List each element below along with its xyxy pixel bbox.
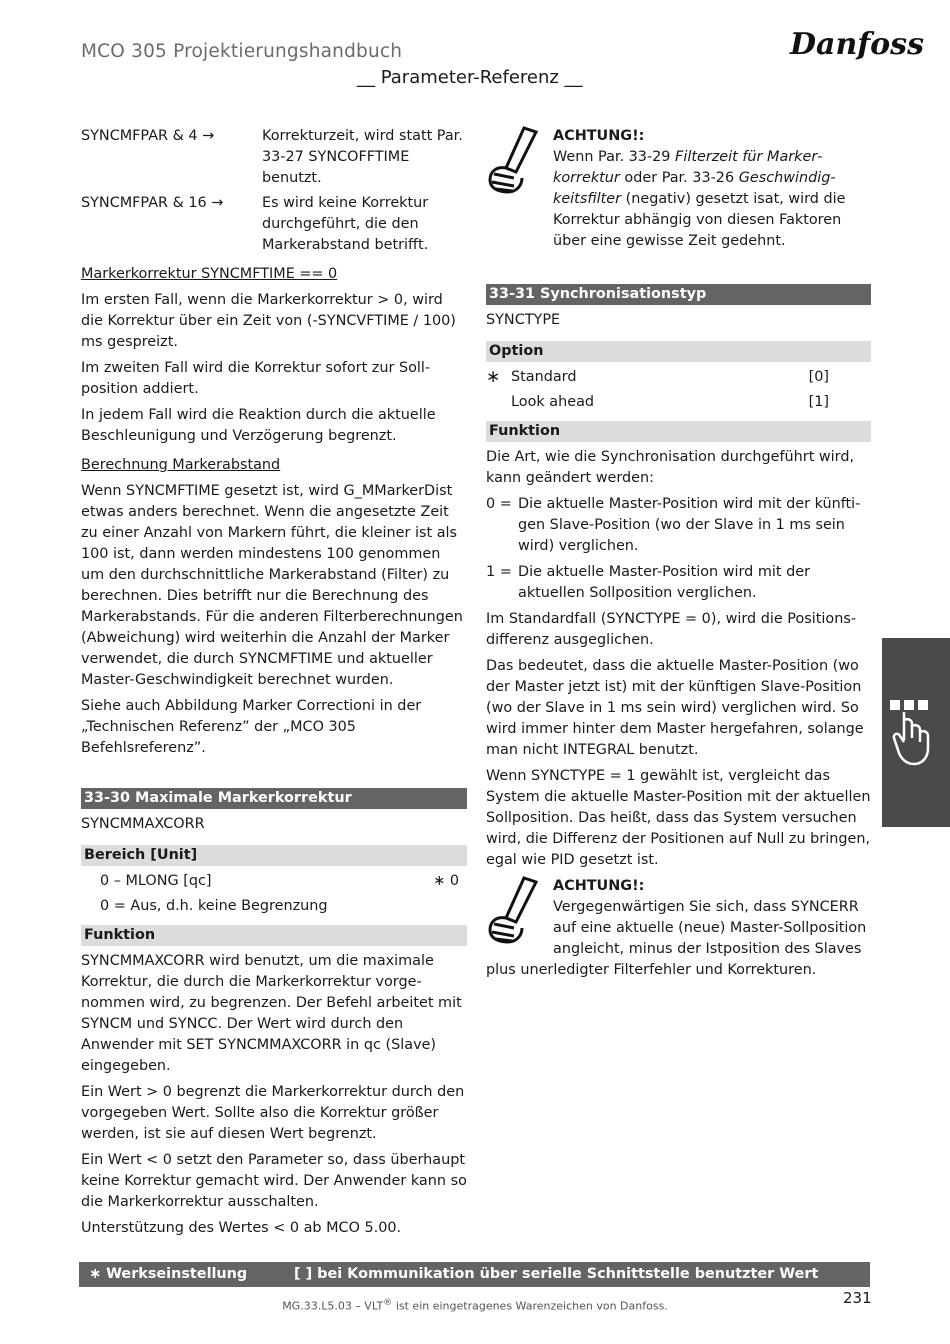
range-note-row bbox=[81, 896, 467, 917]
subheading-berechnung: Berechnung Markerabstand bbox=[81, 457, 281, 473]
hand-pointing-icon bbox=[890, 698, 934, 768]
paragraph: Im zweiten Fall wird die Korrektur sofort zur Sollposition addiert. bbox=[81, 360, 431, 397]
paragraph: Die Art, wie die Synchronisation durchgeführt wird, kann geändert werden: bbox=[486, 449, 855, 486]
note-heading: ACHTUNG!: bbox=[553, 878, 645, 894]
default-star bbox=[486, 392, 511, 413]
attention-note-2 bbox=[486, 876, 871, 981]
paragraph: In jedem Fall wird die Reaktion durch die aktuelle Beschleunigung und Verzögerung begrenzt. bbox=[81, 407, 436, 444]
page-number: 231 bbox=[843, 1289, 872, 1307]
option-label: Look ahead bbox=[511, 394, 595, 410]
param-title-33-30: 33-30 Maximale Markerkorrektur bbox=[81, 788, 467, 809]
option-label: Standard bbox=[511, 369, 577, 385]
note-text: Vergegenwärtigen Sie sich, dass SYNCERR auf eine aktuelle (neue) Master-Sollposition angleicht, minus der Istposition des Slaves bbox=[553, 899, 867, 957]
option-value: [0] bbox=[808, 369, 829, 385]
row-value: Korrekturzeit, wird statt Par. 33-27 SYNCOFFTIME benutzt. bbox=[262, 128, 463, 186]
param-code: SYNCTYPE bbox=[486, 312, 561, 328]
list-number: 1 = bbox=[486, 564, 512, 580]
right-column bbox=[486, 126, 871, 986]
pointing-hand-icon bbox=[486, 876, 541, 946]
legend-default: ∗ Werkseinstellung bbox=[89, 1266, 248, 1282]
paragraph: SYNCMMAXCORR wird benutzt, um die maximale Korrektur, die durch die Markerkorrektur vorgenommen wird, zu begrenzen. Der Befehl arbeitet mit SYNCM und SYNCC. Der Wert wird durch den Anwender mit SET SYNCMMAXCORR in qc (Slave) eingegeben. bbox=[81, 953, 462, 1074]
syncmfpar-16-row bbox=[81, 193, 467, 256]
paragraph: Das bedeutet, dass die aktuelle Master-Position (wo der Master jetzt ist) mit der künftigen Slave-Position (wo der Slave in 1 ms sein wird) verglichen wird. So wird immer hinter dem Master hergefahren, solange man nicht INTEGRAL benutzt. bbox=[486, 658, 864, 758]
option-value: [1] bbox=[808, 394, 829, 410]
subheading-markerkorrektur: Markerkorrektur SYNCMFTIME == 0 bbox=[81, 266, 338, 282]
default-value: ∗ 0 bbox=[433, 873, 459, 889]
section-title: __ Parameter-Referenz __ bbox=[357, 67, 583, 88]
list-text: Die aktuelle Master-Position wird mit der aktuellen Sollposition verglichen. bbox=[518, 564, 810, 601]
danfoss-logo bbox=[786, 22, 924, 64]
function-heading: Funktion bbox=[486, 421, 871, 442]
function-heading: Funktion bbox=[81, 925, 467, 946]
paragraph: Siehe auch Abbildung Marker Correctioni in der „Technischen Referenz” der „MCO 305 Befehlsreferenz”. bbox=[81, 698, 422, 756]
range-heading: Bereich [Unit] bbox=[81, 845, 467, 866]
param-title-33-31: 33-31 Synchronisationstyp bbox=[486, 284, 871, 305]
note-text: Wenn Par. 33-29 Filterzeit für Markerkorrektur oder Par. 33-26 Geschwindigkeitsfilter (negativ) gesetzt isat, wird die Korrektur abhängig von diesen Faktoren über eine gewisse Zeit gedehnt. bbox=[553, 149, 846, 249]
syncmfpar-4-row bbox=[81, 126, 467, 189]
list-item bbox=[486, 562, 871, 604]
option-heading: Option bbox=[486, 341, 871, 362]
pointing-hand-icon bbox=[486, 126, 541, 196]
paragraph: Im Standardfall (SYNCTYPE = 0), wird die Positionsdifferenz ausgeglichen. bbox=[486, 611, 857, 648]
list-number: 0 = bbox=[486, 496, 512, 512]
chapter-side-tab bbox=[882, 638, 950, 827]
row-value: Es wird keine Korrektur durchgeführt, die den Markerabstand betrifft. bbox=[262, 195, 429, 253]
list-text: Die aktuelle Master-Position wird mit der künftigen Slave-Position (wo der Slave in 1 ms sein wird) verglichen. bbox=[518, 496, 861, 554]
paragraph: Ein Wert > 0 begrenzt die Markerkorrektur durch den vorgegeben Wert. Sollte also die Korrektur größer werden, ist sie auf diesen Wert begrenzt. bbox=[81, 1084, 465, 1142]
paragraph: Wenn SYNCTYPE = 1 gewählt ist, vergleicht das System die aktuelle Master-Position mit der aktuellen Sollposition. Das heißt, dass das System versuchen wird, die Differenz der Positionen auf Null zu bringen, egal wie PID gesetzt ist. bbox=[486, 768, 871, 868]
footnote: MG.33.L5.03 – VLT® ist ein eingetragenes Warenzeichen von Danfoss. bbox=[282, 1297, 668, 1313]
note-text-tail: plus unerledigter Filterfehler und Korrekturen. bbox=[486, 962, 817, 978]
paragraph: Ein Wert < 0 setzt den Parameter so, dass überhaupt keine Korrektur gemacht wird. Der Anwender kann so die Markerkorrektur ausschalten. bbox=[81, 1152, 467, 1210]
manual-title: MCO 305 Projektierungshandbuch bbox=[81, 41, 403, 62]
paragraph: Im ersten Fall, wenn die Markerkorrektur > 0, wird die Korrektur über ein Zeit von (-SYNCVFTIME / 100) ms gespreizt. bbox=[81, 292, 456, 350]
paragraph: Unterstützung des Wertes < 0 ab MCO 5.00. bbox=[81, 1220, 402, 1236]
paragraph: Wenn SYNCMFTIME gesetzt ist, wird G_MMarkerDist etwas anders berechnet. Wenn die angesetzte Zeit zu einer Anzahl von Markern führt, die kleiner ist als 100 ist, dann werden mindestens 100 genommen um den durchschnittliche Markerabstand (Filter) zu berechnen. Dies betrifft nur die Berechnung des Markerabstands. Für die anderen Filterberechnungen (Abweichung) wird weiterhin die Anzahl der Marker verwendet, die durch SYNCMFTIME und aktueller Master-Geschwindigkeit berechnet wurden. bbox=[81, 483, 463, 688]
range-value: 0 – MLONG [qc] bbox=[100, 873, 212, 889]
row-key: SYNCMFPAR & 4 → bbox=[81, 128, 215, 144]
option-look-ahead bbox=[486, 392, 871, 413]
row-key: SYNCMFPAR & 16 → bbox=[81, 195, 224, 211]
note-heading: ACHTUNG!: bbox=[553, 128, 645, 144]
range-row bbox=[81, 871, 467, 892]
svg-text:Danfoss: Danfoss bbox=[790, 27, 924, 62]
legend-bar bbox=[79, 1262, 870, 1287]
legend-serial: [ ] bei Kommunikation über serielle Schnittstelle benutzter Wert bbox=[294, 1266, 819, 1282]
left-column bbox=[81, 126, 467, 1244]
option-standard bbox=[486, 367, 871, 388]
attention-note-1 bbox=[486, 126, 871, 252]
range-note: 0 = Aus, d.h. keine Begrenzung bbox=[100, 898, 328, 914]
list-item bbox=[486, 494, 871, 557]
default-star: ∗ bbox=[486, 367, 501, 387]
param-code: SYNCMMAXCORR bbox=[81, 816, 205, 832]
